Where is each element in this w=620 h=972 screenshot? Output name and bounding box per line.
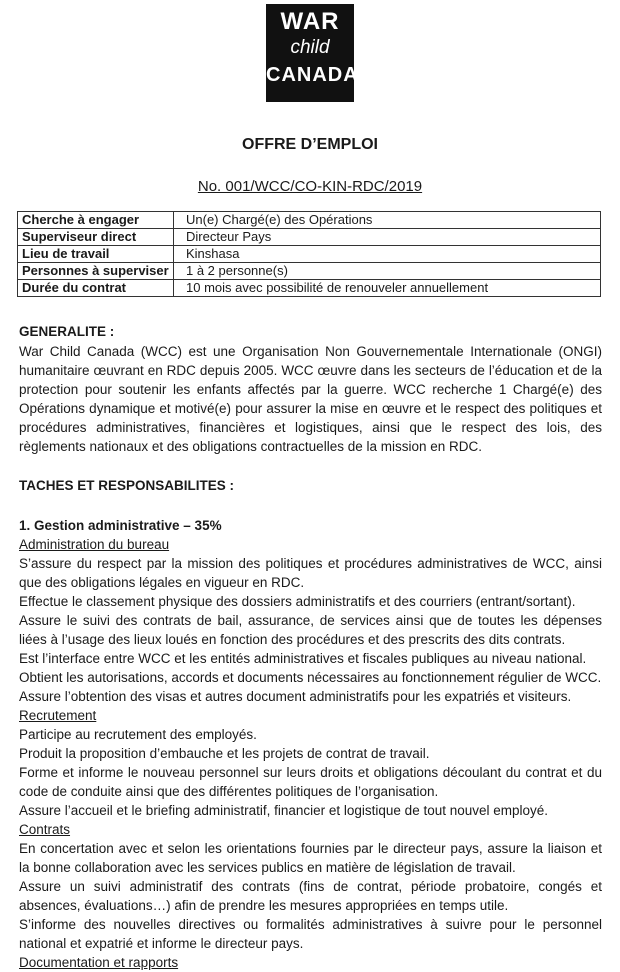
taches-heading: TACHES ET RESPONSABILITES : <box>19 478 235 493</box>
list-item: Assure le suivi des contrats de bail, assurance, de services ainsi que de toutes les dépenses liées à l’usage des lieux loués en fonction des procédures et des prescrits des dits contrats. <box>19 613 602 647</box>
row-label: Cherche à engager <box>18 212 174 229</box>
table-row <box>18 246 601 263</box>
list-item: Assure un suivi administratif des contrats (fins de contrat, période probatoire, congés et absences, évaluations…) afin de prendre les mesures appropriées en temps utile. <box>19 879 602 913</box>
section-1-heading: 1. Gestion administrative – 35% <box>19 518 222 533</box>
row-value: 1 à 2 personne(s) <box>174 263 601 280</box>
table-row <box>18 229 601 246</box>
list-item: S’informe des nouvelles directives ou formalités administratives à suivre pour le personnel national et expatrié et informe le directeur pays. <box>19 917 602 951</box>
table-row <box>18 212 601 229</box>
list-item: Assure l’obtention des visas et autres document administratifs pour les expatriés et visiteurs. <box>19 689 572 704</box>
row-label: Lieu de travail <box>18 246 174 263</box>
war-child-canada-logo <box>266 4 359 102</box>
row-label: Personnes à superviser <box>18 263 174 280</box>
logo-line-child: child <box>290 37 330 58</box>
list-item: Est l’interface entre WCC et les entités administratives et fiscales publiques au niveau national. <box>19 651 587 666</box>
page-title: OFFRE D’EMPLOI <box>242 136 378 153</box>
list-item: Forme et informe le nouveau personnel sur leurs droits et obligations découlant du contrat et du code de conduite ainsi que des différentes politiques de l’organisation. <box>19 765 602 799</box>
list-item: Obtient les autorisations, accords et documents nécessaires au fonctionnement régulier de WCC. <box>19 670 602 685</box>
subsection-title-administration: Administration du bureau <box>19 537 170 552</box>
list-item: Effectue le classement physique des dossiers administratifs et des courriers (entrant/sortant). <box>19 594 576 609</box>
logo-line-canada: CANADA <box>266 64 359 86</box>
list-item: Assure l’accueil et le briefing administratif, financier et logistique de tout nouvel employé. <box>19 803 549 818</box>
row-label: Durée du contrat <box>18 280 174 297</box>
subsection-title-contrats: Contrats <box>19 822 71 837</box>
section-1-body <box>19 535 602 972</box>
table-row <box>18 280 601 297</box>
row-value: 10 mois avec possibilité de renouveler annuellement <box>174 280 601 297</box>
logo-line-war: WAR <box>280 8 340 35</box>
list-item: En concertation avec et selon les orientations fournies par le directeur pays, assure la liaison et la bonne collaboration avec les services publics en matière de législation de travail. <box>19 841 602 875</box>
generalite-paragraph: War Child Canada (WCC) est une Organisation Non Gouvernementale Internationale (ONGI) humanitaire œuvrant en RDC depuis 2005. WCC œuvre dans les secteurs de l’éducation et de la protection pour soutenir les enfants affectés par la guerre. WCC recherche 1 Chargé(e) des Opérations dynamique et motivé(e) pour assurer la mise en œuvre et le respect des politiques et procédures administratives, financières et logistiques, ainsi que le respect des lois, des règlements nationaux et des obligations contractuelles de la mission en RDC. <box>19 344 602 454</box>
list-item: S’assure du respect par la mission des politiques et procédures administratives de WCC, ainsi que des obligations légales en vigueur en RDC. <box>19 556 602 590</box>
row-value: Directeur Pays <box>174 229 601 246</box>
list-item: Produit la proposition d’embauche et les projets de contrat de travail. <box>19 746 430 761</box>
row-label: Superviseur direct <box>18 229 174 246</box>
table-row <box>18 263 601 280</box>
job-reference: No. 001/WCC/CO-KIN-RDC/2019 <box>197 178 423 195</box>
subsection-title-documentation: Documentation et rapports <box>19 955 179 970</box>
subsection-title-recrutement: Recrutement <box>19 708 97 723</box>
job-info-table <box>17 211 601 297</box>
row-value: Un(e) Chargé(e) des Opérations <box>174 212 601 229</box>
generalite-heading: GENERALITE : <box>19 324 115 339</box>
row-value: Kinshasa <box>174 246 601 263</box>
list-item: Participe au recrutement des employés. <box>19 727 257 742</box>
